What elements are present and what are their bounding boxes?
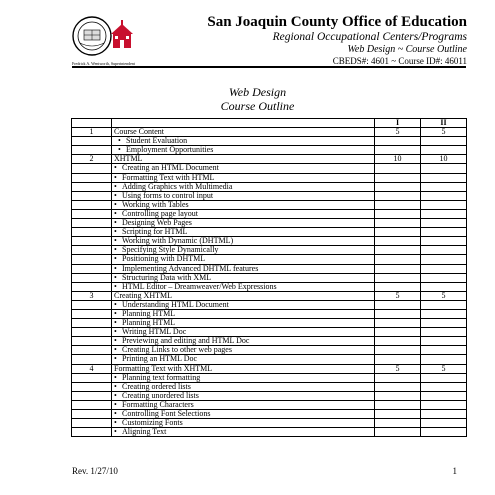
topic-hours-i — [375, 237, 421, 246]
course-outline-line: Web Design ~ Course Outline — [347, 44, 467, 55]
topic-cell — [112, 319, 375, 328]
unit-hours-ii: 10 — [421, 155, 467, 164]
bullet-icon: • — [114, 382, 117, 391]
topic-hours-i — [375, 300, 421, 309]
topic-number-cell — [72, 282, 112, 291]
topic-label: Controlling Font Selections — [122, 409, 211, 418]
topic-hours-ii — [421, 337, 467, 346]
topic-number-cell — [72, 382, 112, 391]
bullet-icon: • — [118, 136, 121, 146]
topic-row — [72, 400, 467, 409]
topic-cell — [112, 237, 375, 246]
bullet-icon: • — [114, 345, 117, 355]
topic-label: Planning HTML — [122, 318, 176, 328]
bullet-icon: • — [114, 318, 117, 328]
topic-hours-i — [375, 319, 421, 328]
course-outline-table — [71, 118, 467, 437]
topic-cell — [112, 200, 375, 209]
topic-hours-i — [375, 246, 421, 255]
topic-label: Creating Links to other web pages — [122, 345, 232, 355]
topic-hours-i — [375, 282, 421, 291]
topic-hours-i — [375, 255, 421, 264]
header-cell-topic — [112, 119, 375, 128]
topic-hours-ii — [421, 173, 467, 182]
topic-hours-ii — [421, 328, 467, 337]
topic-label: Employment Opportunities — [126, 145, 214, 155]
topic-number-cell — [72, 255, 112, 264]
topic-cell — [112, 228, 375, 237]
topic-cell — [112, 137, 375, 146]
topic-label: Previewing and editing and HTML Doc — [122, 336, 250, 346]
revision-date: Rev. 1/27/10 — [72, 466, 118, 476]
unit-hours-i: 5 — [375, 291, 421, 300]
topic-row — [72, 246, 467, 255]
bullet-icon: • — [114, 373, 117, 382]
topic-row — [72, 346, 467, 355]
topic-hours-i — [375, 382, 421, 391]
county-seal-logo — [72, 14, 134, 60]
topic-row — [72, 209, 467, 218]
topic-number-cell — [72, 191, 112, 200]
topic-cell — [112, 273, 375, 282]
topic-hours-i — [375, 200, 421, 209]
topic-label: Student Evaluation — [126, 136, 188, 146]
bullet-icon: • — [114, 264, 117, 273]
page-number: 1 — [452, 466, 457, 476]
topic-cell — [112, 173, 375, 182]
topic-cell — [112, 428, 375, 437]
bullet-icon: • — [114, 209, 117, 218]
bullet-icon: • — [114, 273, 117, 282]
topic-hours-ii — [421, 200, 467, 209]
topic-row — [72, 428, 467, 437]
topic-row — [72, 219, 467, 228]
topic-row — [72, 137, 467, 146]
topic-row — [72, 273, 467, 282]
topic-hours-ii — [421, 309, 467, 318]
topic-row — [72, 164, 467, 173]
unit-title: XHTML — [112, 155, 375, 164]
topic-hours-ii — [421, 282, 467, 291]
topic-row — [72, 382, 467, 391]
topic-number-cell — [72, 337, 112, 346]
topic-label: Formatting Text with HTML — [122, 173, 215, 182]
bullet-icon: • — [114, 254, 117, 264]
topic-hours-i — [375, 137, 421, 146]
unit-row — [72, 364, 467, 373]
topic-label: Adding Graphics with Multimedia — [122, 182, 233, 191]
topic-cell — [112, 146, 375, 155]
topic-hours-ii — [421, 246, 467, 255]
bullet-icon: • — [118, 145, 121, 155]
topic-number-cell — [72, 264, 112, 273]
bullet-icon: • — [114, 218, 117, 228]
topic-label: HTML Editor – Dreamweaver/Web Expressions — [122, 282, 277, 291]
column-header-ii: II — [421, 119, 467, 128]
topic-cell — [112, 373, 375, 382]
bullet-icon: • — [114, 309, 117, 318]
topic-cell — [112, 410, 375, 419]
bullet-icon: • — [114, 163, 117, 173]
topic-label: Positioning with DHTML — [122, 254, 206, 264]
unit-hours-i: 5 — [375, 128, 421, 137]
topic-hours-i — [375, 346, 421, 355]
bullet-icon: • — [114, 182, 117, 191]
topic-label: Formatting Characters — [122, 400, 194, 409]
unit-number: 2 — [72, 155, 112, 164]
document-title — [0, 85, 495, 113]
topic-cell — [112, 355, 375, 364]
bullet-icon: • — [114, 418, 117, 428]
topic-number-cell — [72, 146, 112, 155]
topic-hours-ii — [421, 410, 467, 419]
topic-cell — [112, 309, 375, 318]
topic-hours-i — [375, 337, 421, 346]
topic-row — [72, 355, 467, 364]
topic-label: Aligning Text — [122, 427, 167, 437]
topic-number-cell — [72, 300, 112, 309]
topic-label: Specifying Style Dynamically — [122, 245, 219, 255]
topic-number-cell — [72, 228, 112, 237]
topic-hours-i — [375, 173, 421, 182]
topic-number-cell — [72, 428, 112, 437]
topic-row — [72, 328, 467, 337]
topic-hours-i — [375, 355, 421, 364]
unit-row — [72, 291, 467, 300]
topic-number-cell — [72, 319, 112, 328]
bullet-icon: • — [114, 227, 117, 237]
bullet-icon: • — [114, 173, 117, 182]
topic-hours-ii — [421, 400, 467, 409]
topic-number-cell — [72, 355, 112, 364]
topic-hours-ii — [421, 164, 467, 173]
topic-label: Designing Web Pages — [122, 218, 192, 228]
topic-hours-ii — [421, 237, 467, 246]
bullet-icon: • — [114, 200, 117, 209]
topic-number-cell — [72, 164, 112, 173]
topic-row — [72, 200, 467, 209]
unit-hours-ii: 5 — [421, 291, 467, 300]
topic-row — [72, 228, 467, 237]
seal-and-schoolhouse-icon — [72, 14, 134, 60]
topic-cell — [112, 337, 375, 346]
topic-label: Structuring Data with XML — [122, 273, 212, 282]
topic-cell — [112, 300, 375, 309]
topic-hours-ii — [421, 146, 467, 155]
topic-hours-ii — [421, 273, 467, 282]
topic-cell — [112, 219, 375, 228]
bullet-icon: • — [114, 400, 117, 409]
topic-label: Planning text formatting — [122, 373, 201, 382]
topic-label: Implementing Advanced DHTML features — [122, 264, 259, 273]
topic-cell — [112, 382, 375, 391]
course-ids: CBEDS#: 4601 ~ Course ID#: 46011 — [332, 56, 467, 66]
topic-cell — [112, 164, 375, 173]
topic-hours-ii — [421, 355, 467, 364]
bullet-icon: • — [114, 191, 117, 200]
topic-hours-i — [375, 191, 421, 200]
header-divider — [72, 66, 466, 68]
topic-number-cell — [72, 391, 112, 400]
topic-row — [72, 319, 467, 328]
table-header-row — [72, 119, 467, 128]
topic-cell — [112, 246, 375, 255]
unit-hours-i: 10 — [375, 155, 421, 164]
topic-number-cell — [72, 173, 112, 182]
topic-cell — [112, 282, 375, 291]
topic-label: Controlling page layout — [122, 209, 198, 218]
topic-number-cell — [72, 182, 112, 191]
topic-cell — [112, 400, 375, 409]
superintendent-name: Fredrick A. Wentworth, Superintendent — [72, 61, 136, 66]
topic-number-cell — [72, 309, 112, 318]
topic-hours-i — [375, 209, 421, 218]
bullet-icon: • — [114, 354, 117, 364]
topic-row — [72, 173, 467, 182]
topic-hours-i — [375, 410, 421, 419]
topic-hours-ii — [421, 255, 467, 264]
topic-row — [72, 309, 467, 318]
topic-hours-i — [375, 419, 421, 428]
topic-hours-i — [375, 373, 421, 382]
topic-row — [72, 419, 467, 428]
bullet-icon: • — [114, 409, 117, 418]
unit-row — [72, 128, 467, 137]
topic-cell — [112, 182, 375, 191]
topic-label: Using forms to control input — [122, 191, 214, 200]
topic-hours-ii — [421, 219, 467, 228]
bullet-icon: • — [114, 391, 117, 400]
topic-hours-ii — [421, 191, 467, 200]
unit-hours-ii: 5 — [421, 128, 467, 137]
topic-hours-i — [375, 309, 421, 318]
topic-row — [72, 337, 467, 346]
topic-number-cell — [72, 273, 112, 282]
topic-row — [72, 391, 467, 400]
topic-hours-i — [375, 146, 421, 155]
topic-number-cell — [72, 219, 112, 228]
topic-row — [72, 300, 467, 309]
unit-number: 1 — [72, 128, 112, 137]
topic-label: Customizing Fonts — [122, 418, 183, 428]
topic-row — [72, 237, 467, 246]
unit-row — [72, 155, 467, 164]
topic-cell — [112, 264, 375, 273]
topic-row — [72, 191, 467, 200]
document-header — [207, 14, 467, 67]
topic-number-cell — [72, 410, 112, 419]
topic-hours-ii — [421, 182, 467, 191]
topic-hours-i — [375, 219, 421, 228]
topic-hours-i — [375, 164, 421, 173]
topic-number-cell — [72, 328, 112, 337]
topic-row — [72, 264, 467, 273]
unit-title: Formatting Text with XHTML — [112, 364, 375, 373]
topic-number-cell — [72, 400, 112, 409]
topic-hours-ii — [421, 228, 467, 237]
topic-cell — [112, 209, 375, 218]
topic-hours-ii — [421, 428, 467, 437]
topic-number-cell — [72, 419, 112, 428]
bullet-icon: • — [114, 282, 117, 291]
topic-row — [72, 282, 467, 291]
topic-hours-i — [375, 182, 421, 191]
topic-hours-ii — [421, 264, 467, 273]
topic-row — [72, 146, 467, 155]
topic-label: Creating an HTML Document — [122, 163, 219, 173]
topic-hours-ii — [421, 209, 467, 218]
topic-number-cell — [72, 246, 112, 255]
unit-number: 3 — [72, 291, 112, 300]
topic-row — [72, 373, 467, 382]
topic-number-cell — [72, 137, 112, 146]
topic-hours-i — [375, 264, 421, 273]
topic-label: Understanding HTML Document — [122, 300, 229, 309]
topic-cell — [112, 328, 375, 337]
topic-hours-i — [375, 228, 421, 237]
topic-cell — [112, 391, 375, 400]
topic-number-cell — [72, 346, 112, 355]
topic-number-cell — [72, 237, 112, 246]
unit-title: Course Content — [112, 128, 375, 137]
column-header-i: I — [375, 119, 421, 128]
bullet-icon: • — [114, 300, 117, 309]
topic-hours-ii — [421, 382, 467, 391]
topic-row — [72, 410, 467, 419]
topic-hours-ii — [421, 137, 467, 146]
topic-label: Planning HTML — [122, 309, 176, 318]
topic-hours-ii — [421, 419, 467, 428]
topic-row — [72, 182, 467, 191]
unit-title: Creating XHTML — [112, 291, 375, 300]
bullet-icon: • — [114, 336, 117, 346]
topic-label: Scripting for HTML — [122, 227, 188, 237]
topic-hours-ii — [421, 319, 467, 328]
header-cell-number — [72, 119, 112, 128]
topic-hours-ii — [421, 346, 467, 355]
topic-number-cell — [72, 209, 112, 218]
topic-cell — [112, 191, 375, 200]
unit-hours-i: 5 — [375, 364, 421, 373]
topic-hours-i — [375, 428, 421, 437]
bullet-icon: • — [114, 327, 117, 337]
topic-cell — [112, 419, 375, 428]
unit-number: 4 — [72, 364, 112, 373]
topic-label: Creating ordered lists — [122, 382, 191, 391]
title-line-1: Web Design — [228, 85, 287, 99]
topic-cell — [112, 255, 375, 264]
topic-cell — [112, 346, 375, 355]
topic-number-cell — [72, 373, 112, 382]
topic-number-cell — [72, 200, 112, 209]
organization-name: San Joaquin County Office of Education — [207, 14, 467, 30]
topic-row — [72, 255, 467, 264]
bullet-icon: • — [114, 236, 117, 246]
topic-label: Working with Dynamic (DHTML) — [122, 236, 234, 246]
topic-hours-ii — [421, 300, 467, 309]
topic-hours-i — [375, 273, 421, 282]
topic-label: Working with Tables — [122, 200, 189, 209]
topic-hours-i — [375, 391, 421, 400]
title-line-2: Course Outline — [220, 99, 295, 113]
topic-hours-ii — [421, 373, 467, 382]
program-name: Regional Occupational Centers/Programs — [272, 31, 467, 43]
outline-table-body — [72, 119, 467, 437]
topic-hours-ii — [421, 391, 467, 400]
topic-label: Printing an HTML Doc — [122, 354, 198, 364]
topic-label: Creating unordered lists — [122, 391, 199, 400]
topic-hours-i — [375, 328, 421, 337]
topic-label: Writing HTML Doc — [122, 327, 187, 337]
bullet-icon: • — [114, 427, 117, 437]
topic-hours-i — [375, 400, 421, 409]
bullet-icon: • — [114, 245, 117, 255]
unit-hours-ii: 5 — [421, 364, 467, 373]
